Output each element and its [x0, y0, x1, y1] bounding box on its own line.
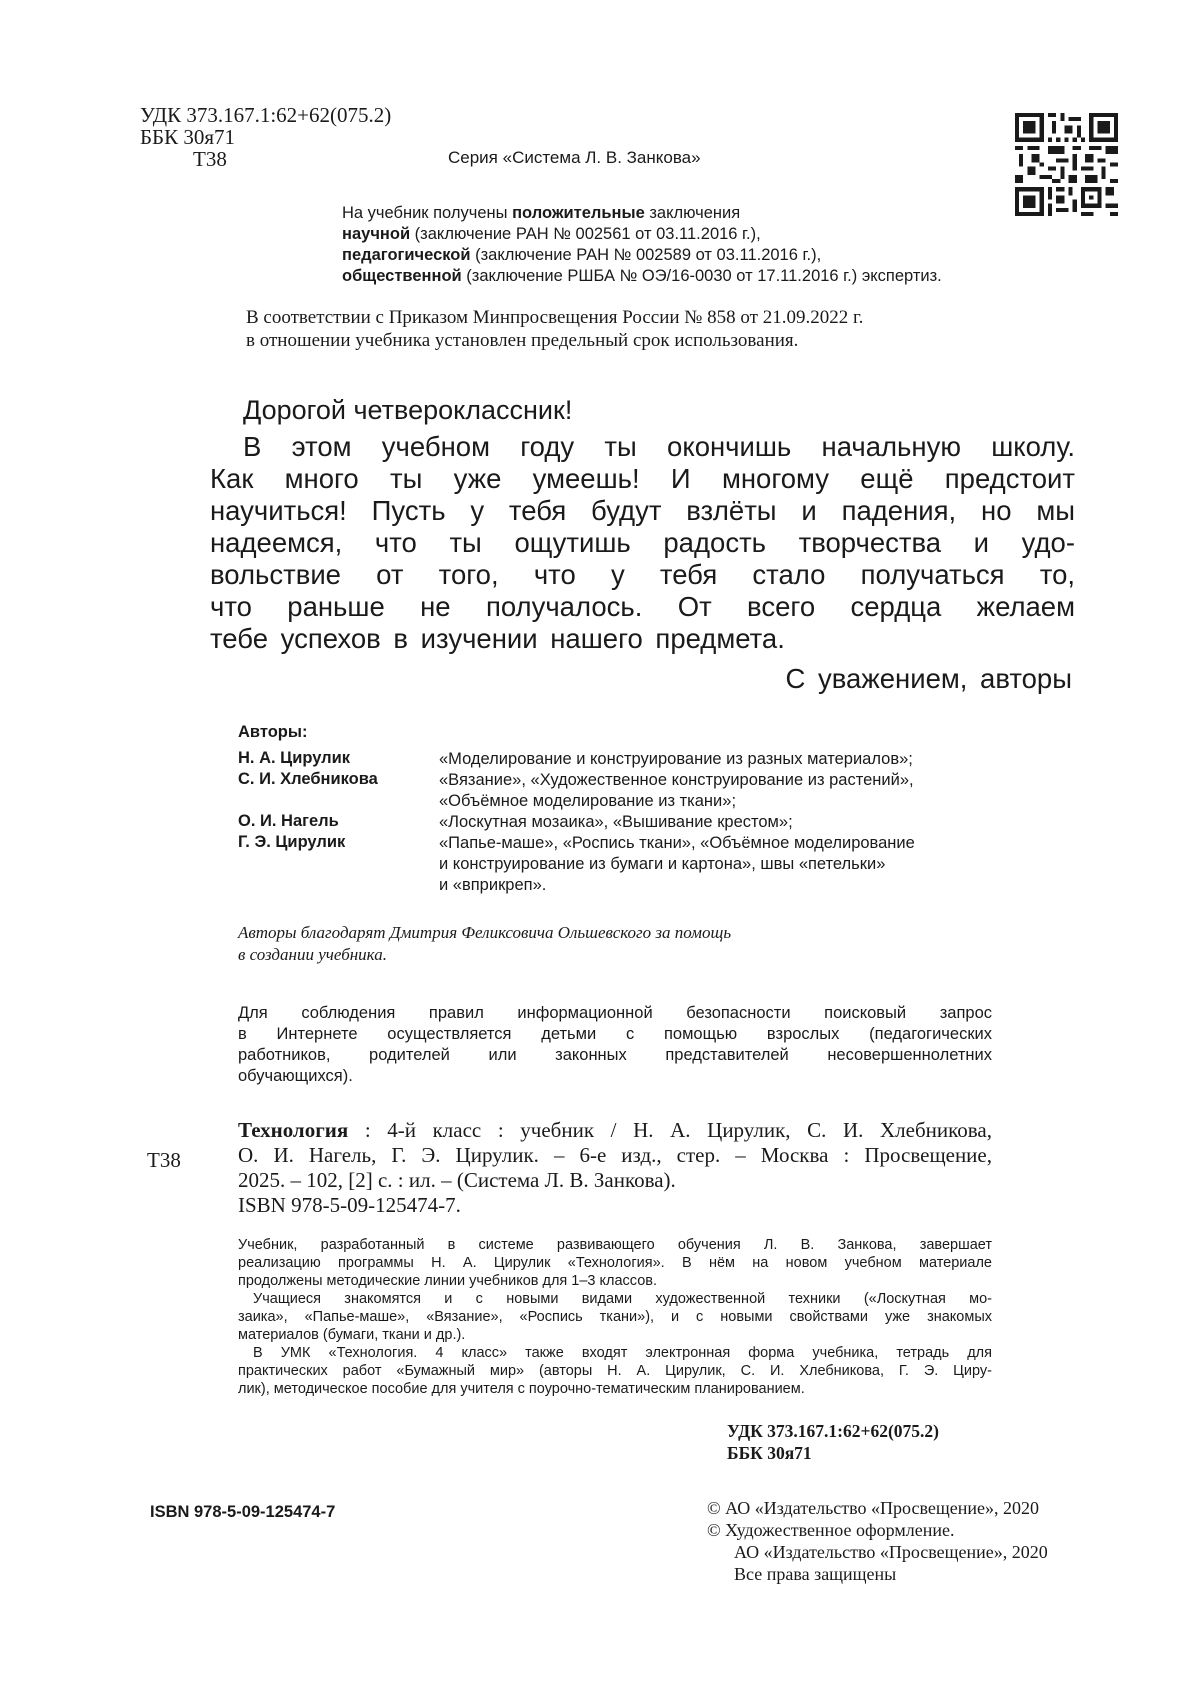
biblio-line3: 2025. – 102, [2] с. : ил. – (Система Л. В. Занкова). [238, 1168, 676, 1192]
annotation [238, 1236, 992, 1398]
greeting-signature: С уважением, авторы [785, 663, 1072, 694]
reviews-line4: (заключение РШБА № ОЭ/16-0030 от 17.11.2016 г.) экспертиз. [461, 267, 942, 285]
author-name: С. И. Хлебникова [238, 770, 378, 788]
series-title: Серия «Система Л. В. Занкова» [448, 148, 701, 167]
author-work-line: «Моделирование и конструирование из разных материалов»; [439, 750, 913, 768]
safety-notice [238, 1003, 992, 1087]
greeting-line: что раньше не получалось. От всего сердца желаем [210, 591, 1075, 622]
bibliographic-record [238, 1118, 992, 1218]
copyright-block [707, 1497, 1048, 1585]
author-work-line: «Вязание», «Художественное конструирование из растений», [439, 771, 914, 789]
reviews-public: общественной [342, 267, 462, 285]
greeting-line: Как много ты уже умеешь! И многому ещё предстоит [210, 463, 1075, 494]
annotation-line: материалов (бумаги, ткани и др.). [238, 1327, 466, 1343]
author-name: Г. Э. Цирулик [238, 833, 346, 851]
author-works [439, 749, 913, 770]
annotation-line: реализацию программы Н. А. Цирулик «Технология». В нём на новом учебном материале [238, 1255, 992, 1271]
rights-reserved: Все права защищены [734, 1564, 897, 1584]
greeting-text [210, 431, 1075, 655]
author-works [439, 812, 793, 833]
author-work-line: и конструирование из бумаги и картона», швы «петельки» [439, 855, 886, 873]
biblio-author-mark: Т38 [147, 1148, 181, 1172]
safety-line: обучающихся). [238, 1067, 353, 1085]
annotation-line: продолжены методические линии учебников для 1–3 классов. [238, 1273, 658, 1289]
greeting-heading: Дорогой четвероклассник! [243, 395, 573, 425]
author-works [439, 833, 915, 896]
book-title: Технология [238, 1118, 349, 1142]
reviews-line3: (заключение РАН № 002589 от 03.11.2016 г.), [470, 246, 822, 264]
greeting-line: вольствие от того, что у тебя стало получаться то, [210, 559, 1075, 590]
order-line1: В соответствии с Приказом Минпросвещения России № 858 от 21.09.2022 г. [246, 307, 864, 328]
reviews-line1-bold: положительные [512, 204, 645, 222]
author-name: Н. А. Цирулик [238, 749, 351, 767]
bbk-code-bottom: ББК 30я71 [727, 1443, 812, 1463]
copyright-design-owner: АО «Издательство «Просвещение», 2020 [734, 1542, 1048, 1562]
annotation-line: практических работ «Бумажный мир» (авторы Н. А. Цирулик, С. И. Хлебникова, Г. Э. Циру- [238, 1363, 992, 1379]
author-work-line: «Папье-маше», «Роспись ткани», «Объёмное моделирование [439, 834, 915, 852]
reviews-scientific: научной [342, 225, 411, 243]
reviews-block [342, 203, 942, 287]
reviews-line1-pre: На учебник получены [342, 204, 513, 222]
greeting-line: надеемся, что ты ощутишь радость творчества и удо- [210, 527, 1075, 558]
author-mark: Т38 [193, 147, 227, 171]
author-work-line: и «вприкреп». [439, 876, 547, 894]
thanks-line1: Авторы благодарят Дмитрия Феликсовича Ольшевского за помощь [238, 923, 732, 942]
author-name: О. И. Нагель [238, 812, 339, 830]
udk-code: УДК 373.167.1:62+62(075.2) [140, 103, 392, 127]
author-work-line: «Объёмное моделирование из ткани»; [439, 792, 737, 810]
acknowledgement [238, 922, 731, 966]
author-work-line: «Лоскутная мозаика», «Вышивание крестом»; [439, 813, 793, 831]
annotation-line: В УМК «Технология. 4 класс» также входят электронная форма учебника, тетрадь для [253, 1345, 992, 1361]
greeting-line: научиться! Пусть у тебя будут взлёты и падения, но мы [210, 495, 1075, 526]
author-works [439, 770, 914, 812]
reviews-line1-post: заключения [644, 204, 741, 222]
annotation-line: лик), методическое пособие для учителя с поурочно-тематическим планированием. [238, 1381, 805, 1397]
udk-footer [727, 1420, 939, 1464]
udk-header [140, 104, 391, 170]
thanks-line2: в создании учебника. [238, 945, 387, 964]
biblio-isbn: ISBN 978-5-09-125474-7. [238, 1193, 461, 1217]
order-notice [246, 306, 863, 352]
copyright-publisher: © АО «Издательство «Просвещение», 2020 [707, 1498, 1039, 1518]
reviews-pedagogical: педагогической [342, 246, 471, 264]
greeting-line: тебе успехов в изучении нашего предмета. [210, 623, 785, 654]
annotation-line: Учебник, разработанный в системе развивающего обучения Л. В. Занкова, завершает [238, 1237, 992, 1253]
udk-code-bottom: УДК 373.167.1:62+62(075.2) [727, 1421, 940, 1441]
reviews-line2: (заключение РАН № 002561 от 03.11.2016 г.), [410, 225, 761, 243]
annotation-line: заика», «Папье-маше», «Вязание», «Роспись ткани»), и с новыми свойствами уже знакомых [238, 1309, 992, 1325]
order-line2: в отношении учебника установлен предельный срок использования. [246, 330, 799, 351]
biblio-line1: : 4-й класс : учебник / Н. А. Цирулик, С. И. Хлебникова, [348, 1118, 992, 1142]
copyright-design: © Художественное оформление. [707, 1520, 955, 1540]
qr-code-icon [1015, 113, 1118, 216]
bbk-code: ББК 30я71 [140, 125, 236, 149]
safety-line: работников, родителей или законных представителей несовершеннолетних [238, 1046, 992, 1064]
isbn: ISBN 978-5-09-125474-7 [150, 1503, 336, 1521]
safety-line: Для соблюдения правил информационной безопасности поисковый запрос [238, 1004, 992, 1022]
authors-heading: Авторы: [238, 723, 308, 741]
annotation-line: Учащиеся знакомятся и с новыми видами художественной техники («Лоскутная мо- [253, 1291, 992, 1307]
greeting-line: В этом учебном году ты окончишь начальную школу. [243, 431, 1075, 462]
biblio-line2: О. И. Нагель, Г. Э. Цирулик. – 6-е изд., стер. – Москва : Просвещение, [238, 1143, 992, 1167]
safety-line: в Интернете осуществляется детьми с помощью взрослых (педагогических [238, 1025, 992, 1043]
